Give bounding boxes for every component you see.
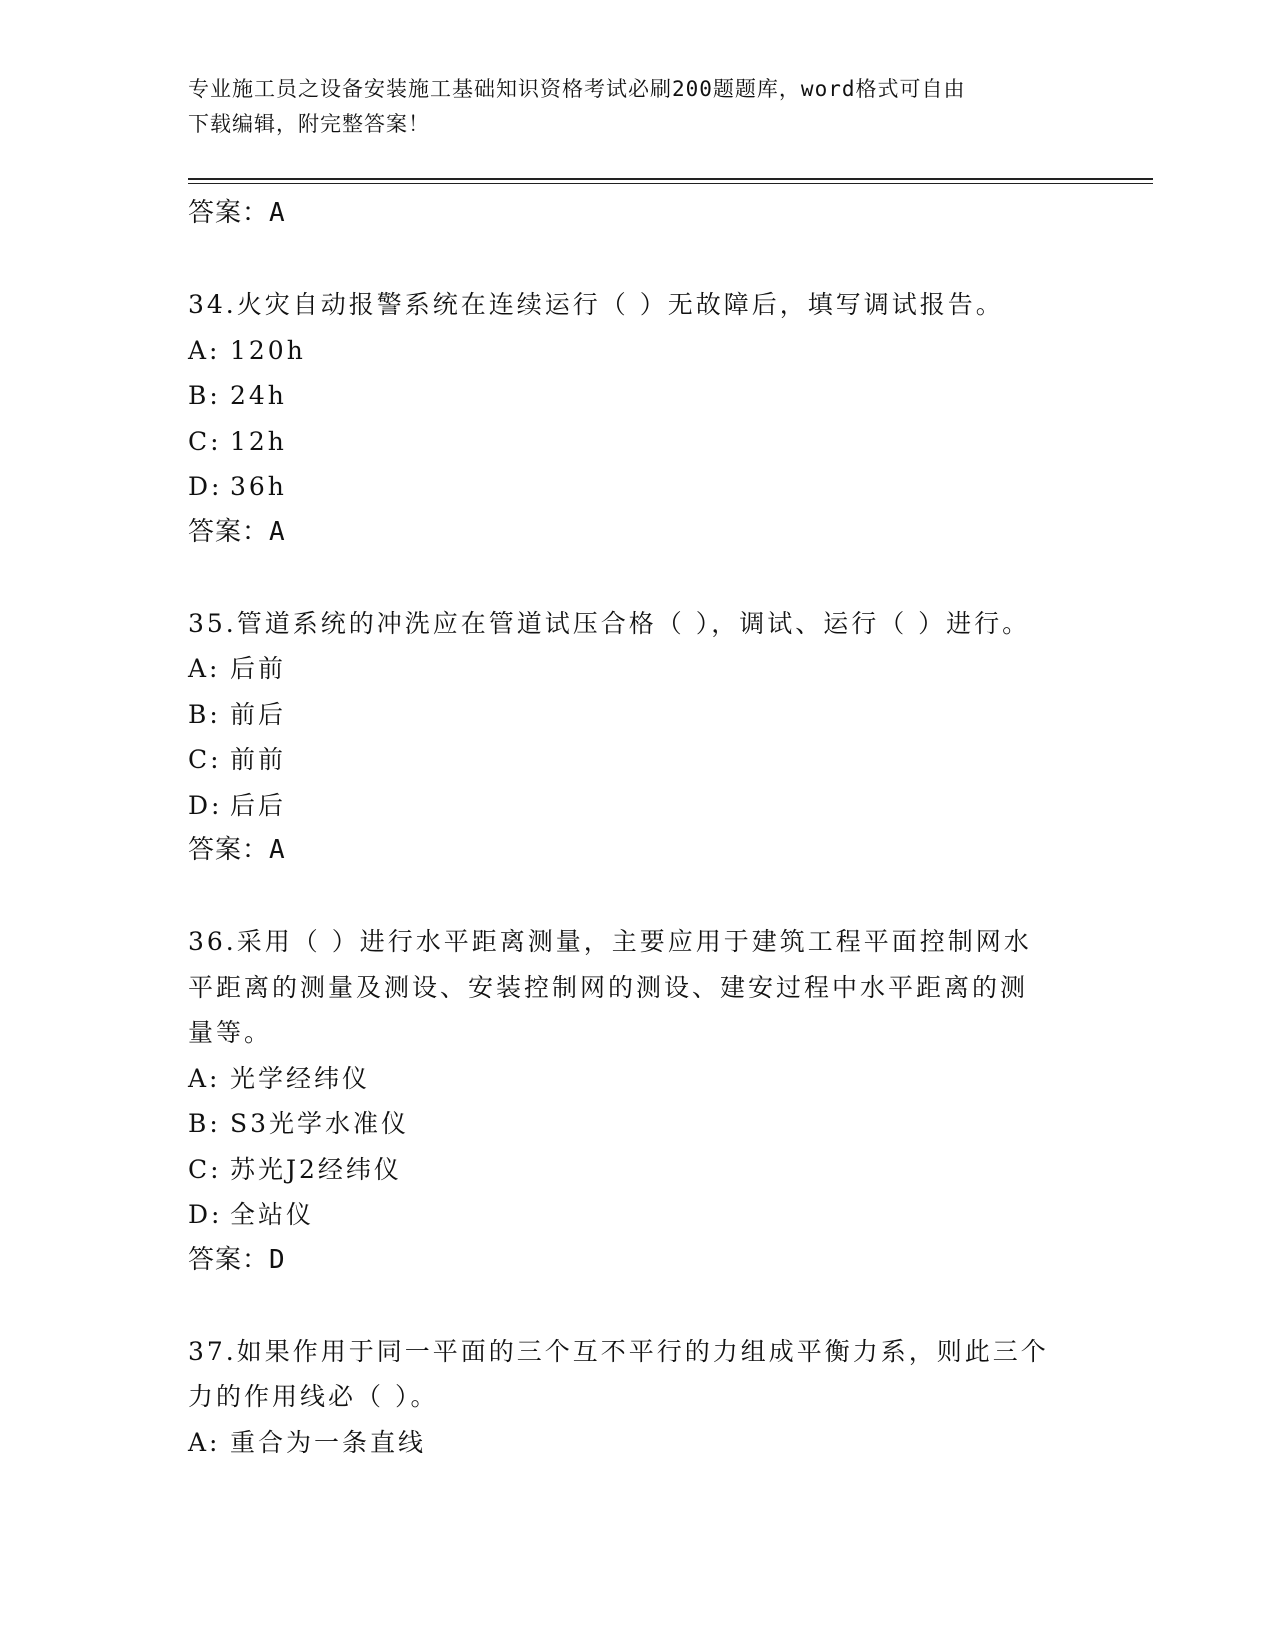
option-d (188, 464, 1088, 510)
header-rule-thick (188, 178, 1153, 180)
option-text: 重合为一条直线 (230, 1427, 427, 1457)
spacer (188, 874, 1088, 920)
answer-line: 答案：A (188, 835, 286, 865)
question-text-line: 量等。 (188, 1018, 273, 1047)
question-text-line: 力的作用线必（ ）。 (188, 1382, 439, 1411)
option-key: D: (188, 1200, 223, 1229)
option-d (188, 1192, 1088, 1238)
question-text: 34.火灾自动报警系统在连续运行（ ）无故障后，填写调试报告。 (188, 290, 1004, 319)
option-c (188, 1147, 1088, 1193)
question-text-line: 37.如果作用于同一平面的三个互不平行的力组成平衡力系，则此三个 (188, 1336, 1049, 1366)
spacer (188, 555, 1088, 601)
option-c (188, 419, 1088, 465)
answer-line: 答案：A (188, 198, 286, 228)
option-key: D: (188, 472, 223, 501)
option-a (188, 328, 1088, 374)
option-key: A: (188, 335, 221, 365)
option-key: B: (188, 1109, 221, 1138)
question-list (188, 191, 1088, 1465)
answer-line: 答案：D (188, 1244, 286, 1275)
option-text: 12h (230, 426, 287, 456)
option-b (188, 373, 1088, 419)
question-text: 35.管道系统的冲洗应在管道试压合格（ ），调试、运行（ ）进行。 (188, 608, 1031, 638)
option-key: D: (188, 790, 223, 820)
option-key: B: (188, 699, 221, 729)
option-text: 苏光J2经纬仪 (230, 1154, 402, 1184)
option-key: A: (188, 1427, 221, 1457)
question-item (188, 1329, 1088, 1466)
option-text: 后后 (230, 790, 287, 820)
option-key: C: (188, 426, 222, 456)
option-c (188, 737, 1088, 783)
option-key: C: (188, 745, 222, 774)
option-key: A: (188, 1063, 221, 1093)
option-b (188, 1101, 1088, 1147)
option-text: 36h (230, 472, 287, 501)
question-item (188, 601, 1088, 874)
option-a (188, 1420, 1088, 1466)
question-text-line: 平距离的测量及测设、安装控制网的测设、建安过程中水平距离的测 (188, 972, 1029, 1002)
option-text: S3光学水准仪 (230, 1109, 410, 1138)
option-text: 120h (230, 335, 306, 365)
option-d (188, 783, 1088, 829)
header-line-1: 专业施工员之设备安装施工基础知识资格考试必刷200题题库，word格式可自由 (188, 77, 966, 101)
option-text: 后前 (230, 654, 287, 683)
question-item (188, 919, 1088, 1283)
header-rule-thin (188, 183, 1153, 184)
option-a (188, 646, 1088, 692)
option-key: B: (188, 381, 221, 410)
option-text: 前前 (230, 745, 287, 774)
header-line-2: 下载编辑，附完整答案！ (188, 112, 430, 136)
answer-line: 答案：A (188, 516, 286, 547)
option-text: 前后 (230, 699, 287, 729)
option-text: 24h (230, 381, 287, 410)
option-b (188, 692, 1088, 738)
question-item (188, 282, 1088, 555)
option-key: A: (188, 654, 221, 683)
question-text-line: 36.采用（ ）进行水平距离测量，主要应用于建筑工程平面控制网水 (188, 927, 1032, 956)
document-header (188, 72, 1068, 142)
option-key: C: (188, 1154, 222, 1184)
spacer (188, 1283, 1088, 1329)
spacer (188, 237, 1088, 283)
option-text: 光学经纬仪 (230, 1063, 371, 1093)
option-text: 全站仪 (230, 1200, 315, 1229)
option-a (188, 1056, 1088, 1102)
